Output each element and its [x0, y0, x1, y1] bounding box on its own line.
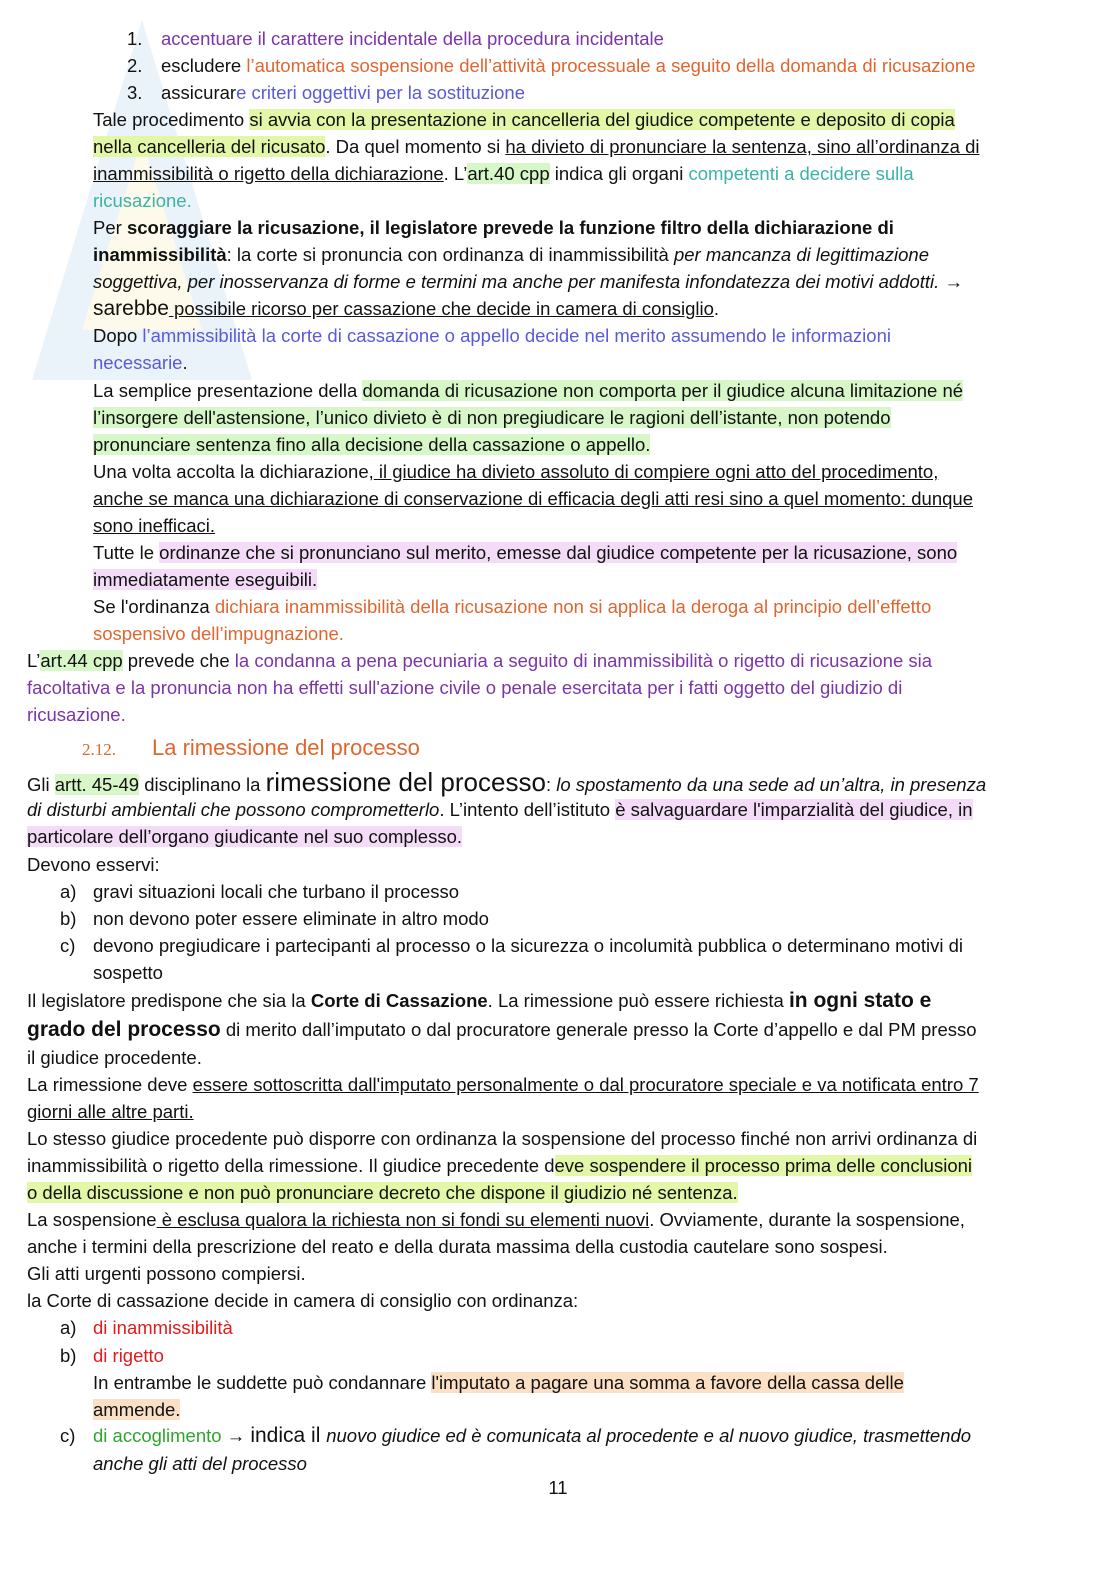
paragraph-line: [93, 322, 891, 349]
paragraph-line: [93, 512, 215, 539]
text-span: lo spostamento da una sede ad un’altra, in presenza: [556, 774, 987, 795]
text-span: la Corte di cassazione decide in camera di consiglio con ordinanza:: [27, 1290, 579, 1311]
text-span: Tale procedimento: [93, 109, 250, 130]
text-span: ordinanze che si pronunciano sul merito, emesse dal giudice competente per la ricusazione, sono: [159, 542, 958, 563]
paragraph-line: [27, 823, 462, 850]
text-span: . L’intento dell’istituto: [439, 799, 616, 820]
text-span: escludere: [161, 55, 247, 76]
text-span: di disturbi ambientali che possono comprometterlo: [27, 799, 440, 820]
text-span: disciplinano la: [139, 774, 266, 795]
paragraph-line: [93, 458, 938, 485]
text-span: Gli: [27, 774, 55, 795]
text-span: grado del processo: [27, 1018, 221, 1041]
text-span: Per: [93, 217, 127, 238]
paragraph-line: [93, 106, 955, 133]
text-span: Lo stesso giudice procedente può disporre con ordinanza la sospensione del processo finché non arrivi ordinanza di: [27, 1128, 978, 1149]
text-span: indica gli organi: [549, 163, 689, 184]
text-span: c): [60, 935, 76, 956]
text-span: La rimessione deve: [27, 1074, 193, 1095]
text-span: L’: [27, 650, 41, 671]
text-span: :: [545, 774, 557, 795]
text-span: Tutte le: [93, 542, 160, 563]
text-span: di merito dall’imputato o dal procuratore generale presso la Corte d’appello e dal PM presso: [220, 1019, 977, 1040]
text-span: a): [60, 881, 77, 902]
text-span: . La rimessione può essere richiesta: [487, 990, 789, 1011]
text-span: rimessione del processo: [265, 767, 546, 797]
text-span: ha divieto di pronunciare la sentenza, sino all’ordinanza di: [505, 136, 980, 157]
text-span: Corte di Cassazione: [310, 990, 488, 1011]
paragraph-line: [27, 851, 160, 878]
text-span: . L’: [443, 163, 468, 184]
text-span: il giudice procedente.: [27, 1047, 202, 1068]
paragraph-line: [27, 1098, 194, 1125]
text-span: art.40 cpp: [467, 163, 550, 184]
text-span: anche gli atti del processo: [93, 1453, 307, 1474]
paragraph-line: [93, 268, 963, 295]
text-span: inammissibilità: [93, 244, 227, 265]
list3-note: [93, 1369, 904, 1396]
text-span: nuovo giudice ed è comunicata al procedente e al nuovo giudice, trasmettendo: [326, 1425, 972, 1446]
text-span: di rigetto: [93, 1345, 164, 1366]
list3-item-c-cont: [93, 1450, 307, 1477]
text-span: particolare dell’organo giudicante nel suo complesso.: [27, 826, 463, 847]
paragraph-line: [93, 377, 963, 404]
list3-note-cont: [93, 1396, 180, 1423]
paragraph-line: [93, 593, 931, 620]
text-span: La sospensione: [27, 1209, 157, 1230]
text-span: competenti a decidere sulla: [688, 163, 914, 184]
text-span: →: [939, 271, 963, 292]
text-span: si avvia con la presentazione in cancelleria del giudice competente e deposito di copia: [249, 109, 955, 130]
text-span: ricusazione.: [27, 704, 126, 725]
text-span: sarebbe: [93, 297, 169, 320]
text-span: →: [221, 1425, 251, 1446]
text-span: in ogni stato e: [788, 989, 932, 1012]
text-span: domanda di ricusazione non comporta per il giudice alcuna limitazione né: [362, 380, 964, 401]
page-number: 11: [548, 1477, 568, 1498]
text-span: devono pregiudicare i partecipanti al processo o la sicurezza o incolumità pubblica o determinano motivi di: [93, 935, 963, 956]
text-span: La semplice presentazione della: [93, 380, 363, 401]
text-span: In entrambe le suddette può condannare: [93, 1372, 432, 1393]
paragraph-line: [93, 349, 188, 376]
text-span: Gli atti urgenti possono compiersi.: [27, 1263, 306, 1284]
text-span: nella cancelleria del ricusato: [93, 136, 326, 157]
text-span: . Ovviamente, durante la sospensione,: [649, 1209, 965, 1230]
text-span: 3.: [127, 82, 143, 103]
text-span: e criteri oggettivi per la sostituzione: [236, 82, 526, 103]
text-span: o della discussione e non può pronunciare decreto che dispone il giudizio né sentenza.: [27, 1182, 738, 1203]
list2-item-c-cont: [93, 959, 163, 986]
paragraph-line: [93, 241, 929, 268]
paragraph-line: [93, 539, 957, 566]
paragraph-line: [27, 987, 931, 1015]
text-span: ricusazione.: [93, 190, 192, 211]
paragraph-line: [27, 767, 986, 797]
text-span: inammissibilità o rigetto della rimessione. Il giudice precedente d: [27, 1155, 555, 1176]
paragraph-line: [27, 1071, 979, 1098]
text-span: artt. 45-49: [54, 774, 140, 795]
paragraph-line: [27, 1016, 977, 1044]
text-span: dichiara inammissibilità della ricusazione non si applica la deroga al principio dell’effetto: [214, 596, 932, 617]
paragraph-line: [27, 1287, 578, 1314]
text-span: eve sospendere il processo prima delle conclusioni: [554, 1155, 973, 1176]
text-span: è esclusa qualora la richiesta non si fondi su elementi nuovi: [156, 1209, 650, 1230]
text-span: essere sottoscritta dall'imputato personalmente o dal procuratore speciale e va notificata entro 7: [192, 1074, 979, 1095]
text-span: indica il: [250, 1424, 327, 1447]
text-span: giorni alle altre parti.: [27, 1101, 194, 1122]
text-span: Devono esservi:: [27, 854, 160, 875]
paragraph-line: [27, 1179, 738, 1206]
text-span: gravi situazioni locali che turbano il processo: [93, 881, 460, 902]
text-span: soggettiva, per inosservanza di forme e termini ma anche per manifesta infondatezza dei motivi addotti.: [93, 271, 940, 292]
text-span: Il legislatore predispone che sia la: [27, 990, 311, 1011]
text-span: immediatamente eseguibili.: [93, 569, 318, 590]
paragraph-line: [93, 620, 344, 647]
text-span: di inammissibilità: [93, 1317, 233, 1338]
text-span: : la corte si pronuncia con ordinanza di inammissibilità: [226, 244, 674, 265]
text-span: l’ammissibilità la corte di cassazione o appello decide nel merito assumendo le informazioni: [142, 325, 891, 346]
text-span: non devono poter essere eliminate in altro modo: [93, 908, 489, 929]
text-span: art.44 cpp: [40, 650, 123, 671]
paragraph-line: [93, 187, 192, 214]
text-span: ammende.: [93, 1399, 181, 1420]
text-span: inammissibilità o rigetto della dichiarazione: [93, 163, 444, 184]
text-span: Una volta accolta la dichiarazione,: [93, 461, 374, 482]
text-span: Se l'ordinanza: [93, 596, 215, 617]
text-span: è salvaguardare l'imparzialità del giudice, in: [615, 799, 973, 820]
paragraph-line: [93, 485, 973, 512]
text-span: per mancanza di legittimazione: [673, 244, 929, 265]
text-span: possibile ricorso per cassazione che decide in camera di consiglio: [168, 298, 714, 319]
text-span: b): [60, 908, 77, 929]
text-span: assicurar: [161, 82, 237, 103]
text-span: l’insorgere dell'astensione, l’unico divieto è di non pregiudicare le ragioni dell’istante, non potendo: [93, 407, 891, 428]
text-span: anche se manca una dichiarazione di conservazione di efficacia degli atti resi sino a quel momento: dunque: [93, 488, 973, 509]
paragraph-line: [27, 1152, 972, 1179]
text-span: .: [713, 298, 720, 319]
paragraph-line: [27, 796, 973, 823]
paragraph-line: [27, 1206, 965, 1233]
text-span: sospetto: [93, 962, 163, 983]
text-span: scoraggiare la ricusazione, il legislatore prevede la funzione filtro della dichiarazione di: [126, 217, 894, 238]
text-span: l’automatica sospensione dell’attività processuale a seguito della domanda di ricusazione: [246, 55, 976, 76]
paragraph-line: [27, 701, 126, 728]
text-span: il giudice ha divieto assoluto di compiere ogni atto del procedimento,: [373, 461, 939, 482]
text-span: prevede che: [122, 650, 235, 671]
paragraph-line: [27, 647, 932, 674]
paragraph-line: [93, 404, 891, 431]
text-span: sospensivo dell’impugnazione.: [93, 623, 344, 644]
text-span: la condanna a pena pecuniaria a seguito di inammissibilità o rigetto di ricusazione sia: [234, 650, 933, 671]
text-span: Dopo: [93, 325, 143, 346]
paragraph-line: [93, 133, 979, 160]
text-span: anche i termini della prescrizione del reato e della durata massima della custodia cautelare sono sospesi.: [27, 1236, 888, 1257]
text-span: a): [60, 1317, 77, 1338]
paragraph-line: [27, 674, 902, 701]
paragraph-line: [27, 1260, 306, 1287]
text-span: facoltativa e la pronuncia non ha effetti sull'azione civile o penale esercitata per i fatti oggetto del giudizio di: [27, 677, 903, 698]
paragraph-line: [93, 566, 317, 593]
text-span: di accoglimento: [93, 1425, 222, 1446]
text-span: .: [182, 352, 188, 373]
text-span: 1.: [127, 28, 143, 49]
section-heading: [82, 734, 420, 764]
paragraph-line: [93, 431, 650, 458]
text-span: c): [60, 1425, 76, 1446]
text-span: 2.12.: [82, 740, 116, 759]
paragraph-line: [27, 1233, 888, 1260]
text-span: sono inefficaci.: [93, 515, 216, 536]
paragraph-line: [27, 1044, 202, 1071]
paragraph-line: [93, 214, 894, 241]
text-span: accentuare il carattere incidentale della procedura incidentale: [161, 28, 664, 49]
text-span: l'imputato a pagare una somma a favore della cassa delle: [431, 1372, 904, 1393]
text-span: b): [60, 1345, 77, 1366]
text-span: La rimessione del processo: [152, 735, 420, 760]
text-span: 2.: [127, 55, 143, 76]
text-span: necessarie: [93, 352, 183, 373]
text-span: . Da quel momento si: [325, 136, 506, 157]
paragraph-line: [93, 295, 719, 322]
paragraph-line: [93, 160, 914, 187]
paragraph-line: [27, 1125, 977, 1152]
text-span: pronunciare sentenza fino alla decisione della cassazione o appello.: [93, 434, 651, 455]
